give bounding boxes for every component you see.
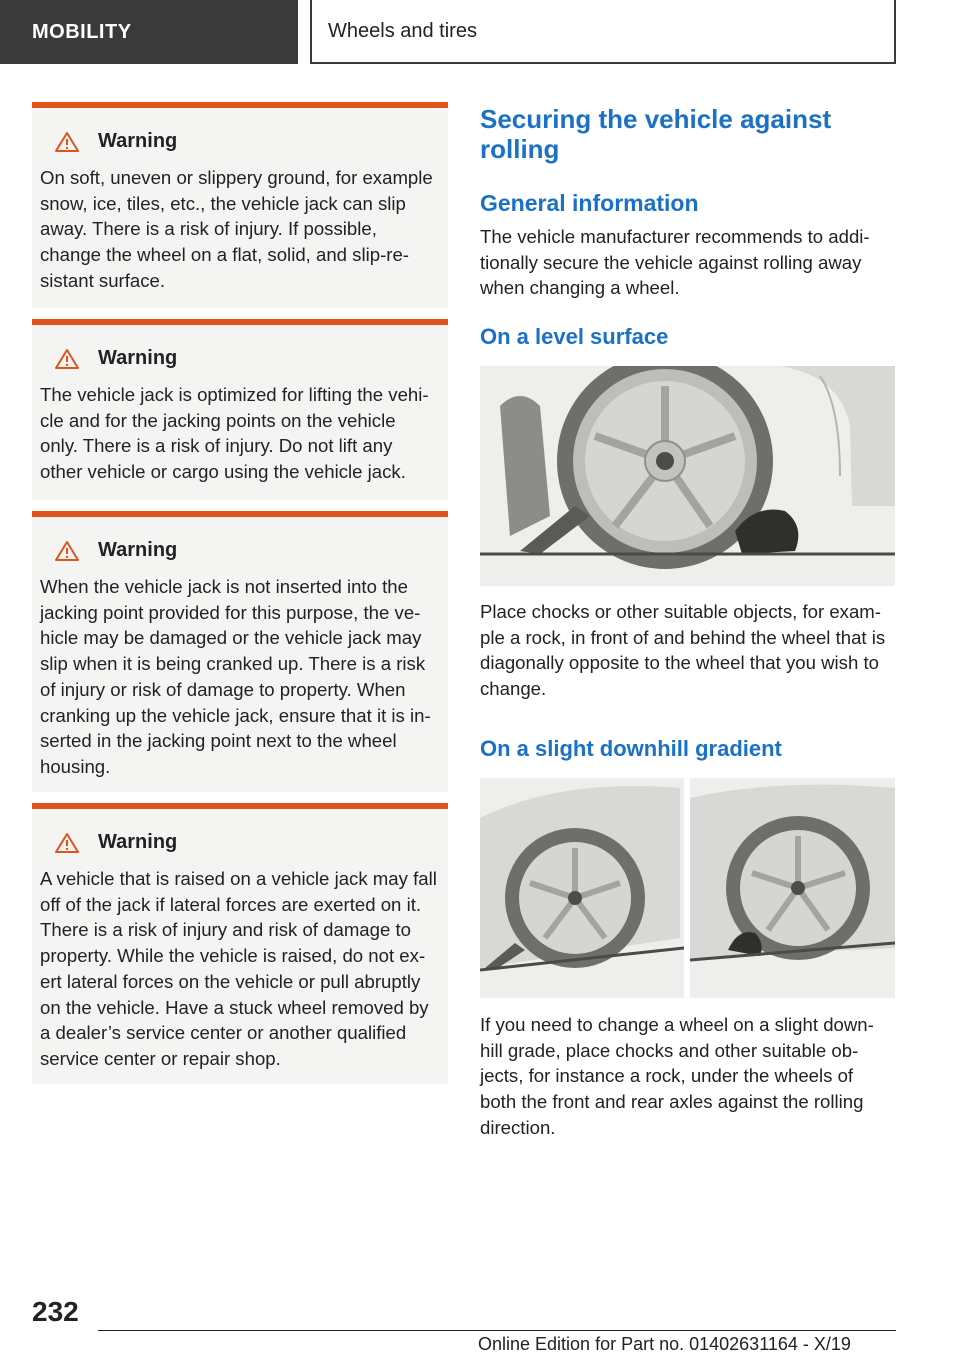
warning-text: The vehicle jack is optimized for lifting the vehi‐ cle and for the jacking points on the vehicle only. There is a risk of injury. Do not lift any other vehicle or cargo using the vehicle jack. — [40, 384, 429, 483]
warning-box — [32, 803, 448, 1084]
section-tab — [0, 0, 298, 64]
downhill-text: If you need to change a wheel on a slight down‐ hill grade, place chocks and other suitable ob‐ jects, for instance a rock, under the wheels of both the front and rear axles against the rolling direction. — [480, 1014, 874, 1138]
downhill-wheels-illustration — [480, 778, 895, 998]
warning-title: Warning — [98, 347, 178, 369]
section-label: MOBILITY — [32, 20, 132, 43]
footer-divider — [98, 1330, 896, 1331]
warning-title: Warning — [98, 831, 178, 853]
warning-text: On soft, uneven or slippery ground, for example snow, ice, tiles, etc., the vehicle jack can slip away. There is a risk of injury. If possible, change the wheel on a flat, solid, and slip-re‐ sistant surface. — [40, 167, 433, 291]
downhill-heading: On a slight downhill gradient — [480, 736, 782, 761]
level-heading: On a level surface — [480, 324, 669, 349]
level-surface-illustration — [480, 366, 895, 586]
warning-triangle-icon — [54, 131, 80, 153]
chapter-tab — [310, 0, 896, 64]
section-title: Securing the vehicle against rolling — [480, 104, 832, 164]
warning-box — [32, 319, 448, 500]
warning-box — [32, 511, 448, 792]
warning-text: When the vehicle jack is not inserted into the jacking point provided for this purpose, the ve‐ hicle may be damaged or the vehicle jack may slip when it is being cranked up. There is a risk of injury or risk of damage to property. When cranking up the vehicle jack, ensure that it is in‐ serted in the jacking point next to the wheel housing. — [40, 576, 431, 777]
edition-note: Online Edition for Part no. 01402631164 - X/19 — [478, 1334, 851, 1354]
wheel-chock-illustration — [480, 366, 895, 586]
warning-triangle-icon — [54, 540, 80, 562]
warning-triangle-icon — [54, 832, 80, 854]
general-heading: General information — [480, 190, 699, 216]
warning-title: Warning — [98, 130, 178, 152]
general-text: The vehicle manufacturer recommends to addi‐ tionally secure the vehicle against rolling away when changing a wheel. — [480, 226, 870, 299]
chapter-label: Wheels and tires — [328, 19, 477, 42]
downhill-illustration — [480, 778, 895, 998]
warning-title: Warning — [98, 539, 178, 561]
warning-box — [32, 102, 448, 308]
page-number: 232 — [32, 1296, 79, 1327]
warning-triangle-icon — [54, 348, 80, 370]
level-text: Place chocks or other suitable objects, for exam‐ ple a rock, in front of and behind the wheel that is diagonally opposite to the wheel that you wish to change. — [480, 601, 886, 700]
warning-text: A vehicle that is raised on a vehicle jack may fall off of the jack if lateral forces are exerted on it. There is a risk of injury and risk of damage to property. While the vehicle is raised, do not ex‐ ert lateral forces on the vehicle or pull abruptly on the vehicle. Have a stuck wheel removed by a dealer’s service center or another qualified service center or repair shop. — [40, 868, 437, 1069]
